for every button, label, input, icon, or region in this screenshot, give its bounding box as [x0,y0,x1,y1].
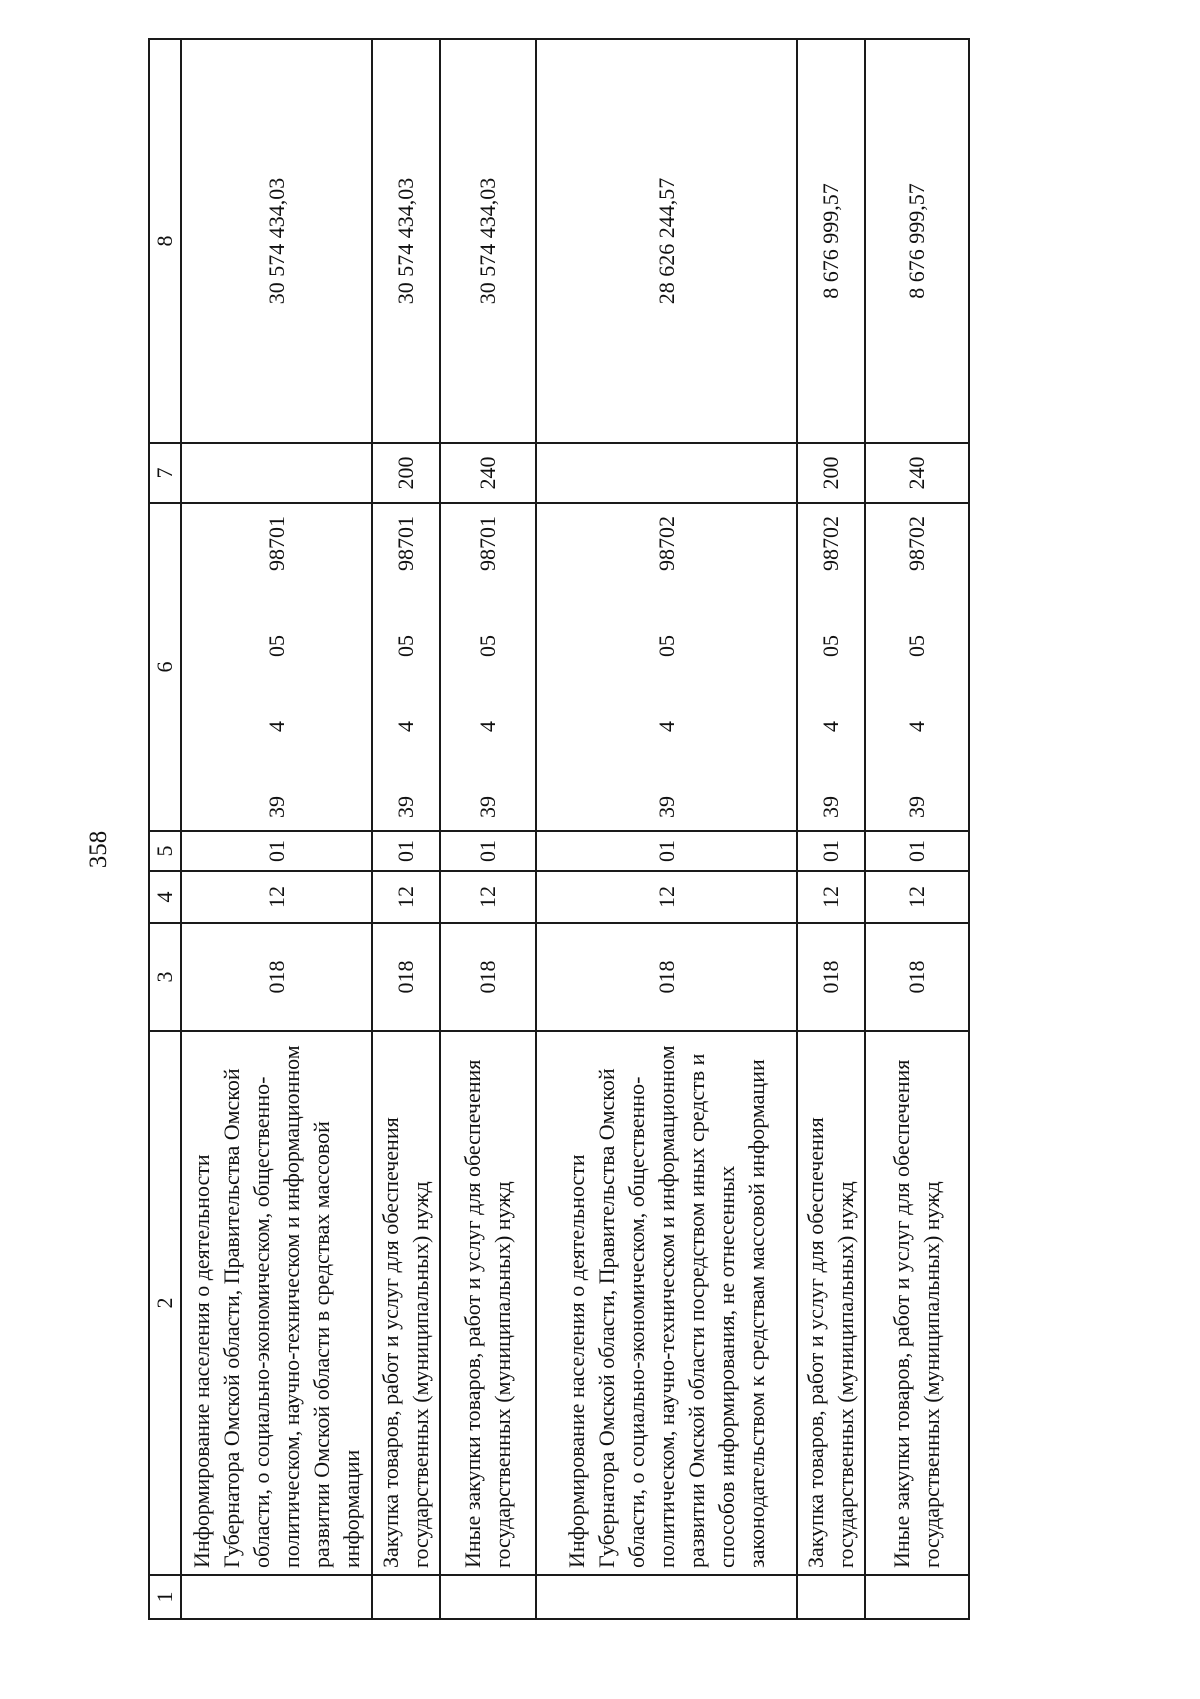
page-number: 358 [85,830,112,869]
header-cell: 3 [149,923,181,1031]
target-article-cell [181,503,372,831]
section-code-cell: 12 [536,871,797,923]
section-code-cell: 12 [440,871,536,923]
target-article-part: 05 [653,635,679,657]
ministry-code-cell: 018 [440,923,536,1031]
target-article-part: 98702 [653,516,679,571]
section-code-cell: 12 [865,871,969,923]
item-name-cell: Иные закупки товаров, работ и услуг для обеспечения государственных (муниципальных) нужд [865,1031,969,1575]
target-article-cell [440,503,536,831]
item-name-cell: Закупка товаров, работ и услуг для обеспечения государственных (муниципальных) нужд [797,1031,865,1575]
table-row [797,39,865,1619]
target-article-part: 98701 [393,516,418,571]
header-cell: 7 [149,443,181,503]
target-article-part: 4 [393,721,418,732]
header-cell: 8 [149,39,181,443]
row-number-cell [536,1575,797,1619]
target-article-cell [797,503,865,831]
expense-type-cell: 200 [797,443,865,503]
target-article-cell [536,503,797,831]
target-article-part: 39 [818,796,843,818]
target-article-part: 39 [263,796,289,818]
ministry-code-cell: 018 [181,923,372,1031]
target-article-cell [372,503,440,831]
item-name-cell: Закупка товаров, работ и услуг для обеспечения государственных (муниципальных) нужд [372,1031,440,1575]
table-row [181,39,372,1619]
target-article-part: 39 [653,796,679,818]
subsection-code-cell: 01 [536,831,797,871]
header-cell: 5 [149,831,181,871]
target-article-part: 05 [818,635,843,657]
target-article-part: 98702 [818,516,843,571]
row-number-cell [797,1575,865,1619]
target-article-part: 98701 [475,516,500,571]
target-article-code [818,510,844,824]
expense-type-cell [536,443,797,503]
table-body [149,39,969,1619]
amount-cell: 8 676 999,57 [865,39,969,443]
target-article-part: 05 [263,635,289,657]
target-article-part: 4 [263,721,289,732]
ministry-code-cell: 018 [536,923,797,1031]
item-name-cell: Информирование населения о деятельности Губернатора Омской области, Правительства Омской области, о социально-экономическом, общественно-политическом, научно-техническом и информационном развитии Омской области в средствах массовой информации [181,1031,372,1575]
item-name-cell: Иные закупки товаров, работ и услуг для обеспечения государственных (муниципальных) нужд [440,1031,536,1575]
header-cell: 6 [149,503,181,831]
amount-cell: 28 626 244,57 [536,39,797,443]
target-article-part: 05 [904,635,929,657]
row-number-cell [440,1575,536,1619]
target-article-part: 98701 [263,516,289,571]
header-cell: 2 [149,1031,181,1575]
target-article-code [904,510,930,824]
ministry-code-cell: 018 [865,923,969,1031]
expense-type-cell: 200 [372,443,440,503]
expense-type-cell: 240 [865,443,969,503]
target-article-code [264,510,290,824]
amount-cell: 30 574 434,03 [181,39,372,443]
header-cell: 1 [149,1575,181,1619]
target-article-part: 39 [475,796,500,818]
table-row [440,39,536,1619]
target-article-cell [865,503,969,831]
section-code-cell: 12 [797,871,865,923]
subsection-code-cell: 01 [372,831,440,871]
ministry-code-cell: 018 [797,923,865,1031]
target-article-part: 4 [653,721,679,732]
expense-type-cell [181,443,372,503]
table-row [865,39,969,1619]
table-row [536,39,797,1619]
amount-cell: 30 574 434,03 [440,39,536,443]
target-article-code [393,510,419,824]
section-code-cell: 12 [372,871,440,923]
target-article-part: 4 [904,721,929,732]
table-row [372,39,440,1619]
target-article-part: 98702 [904,516,929,571]
item-name-cell: Информирование населения о деятельности Губернатора Омской области, Правительства Омской области, о социально-экономическом, общественно-политическом, научно-техническом и информационном развитии Омской области посредством иных средств и способов информирования, не отнесенных законодательством к средствам массовой информации [536,1031,797,1575]
target-article-part: 39 [393,796,418,818]
target-article-code [475,510,501,824]
table-header-row [149,39,181,1619]
target-article-part: 05 [393,635,418,657]
target-article-code [654,510,680,824]
target-article-part: 05 [475,635,500,657]
section-code-cell: 12 [181,871,372,923]
header-cell: 4 [149,871,181,923]
expense-type-cell: 240 [440,443,536,503]
row-number-cell [865,1575,969,1619]
target-article-part: 4 [818,721,843,732]
row-number-cell [181,1575,372,1619]
amount-cell: 8 676 999,57 [797,39,865,443]
subsection-code-cell: 01 [797,831,865,871]
budget-table [148,38,970,1620]
subsection-code-cell: 01 [181,831,372,871]
target-article-part: 4 [475,721,500,732]
ministry-code-cell: 018 [372,923,440,1031]
row-number-cell [372,1575,440,1619]
amount-cell: 30 574 434,03 [372,39,440,443]
subsection-code-cell: 01 [440,831,536,871]
target-article-part: 39 [904,796,929,818]
subsection-code-cell: 01 [865,831,969,871]
